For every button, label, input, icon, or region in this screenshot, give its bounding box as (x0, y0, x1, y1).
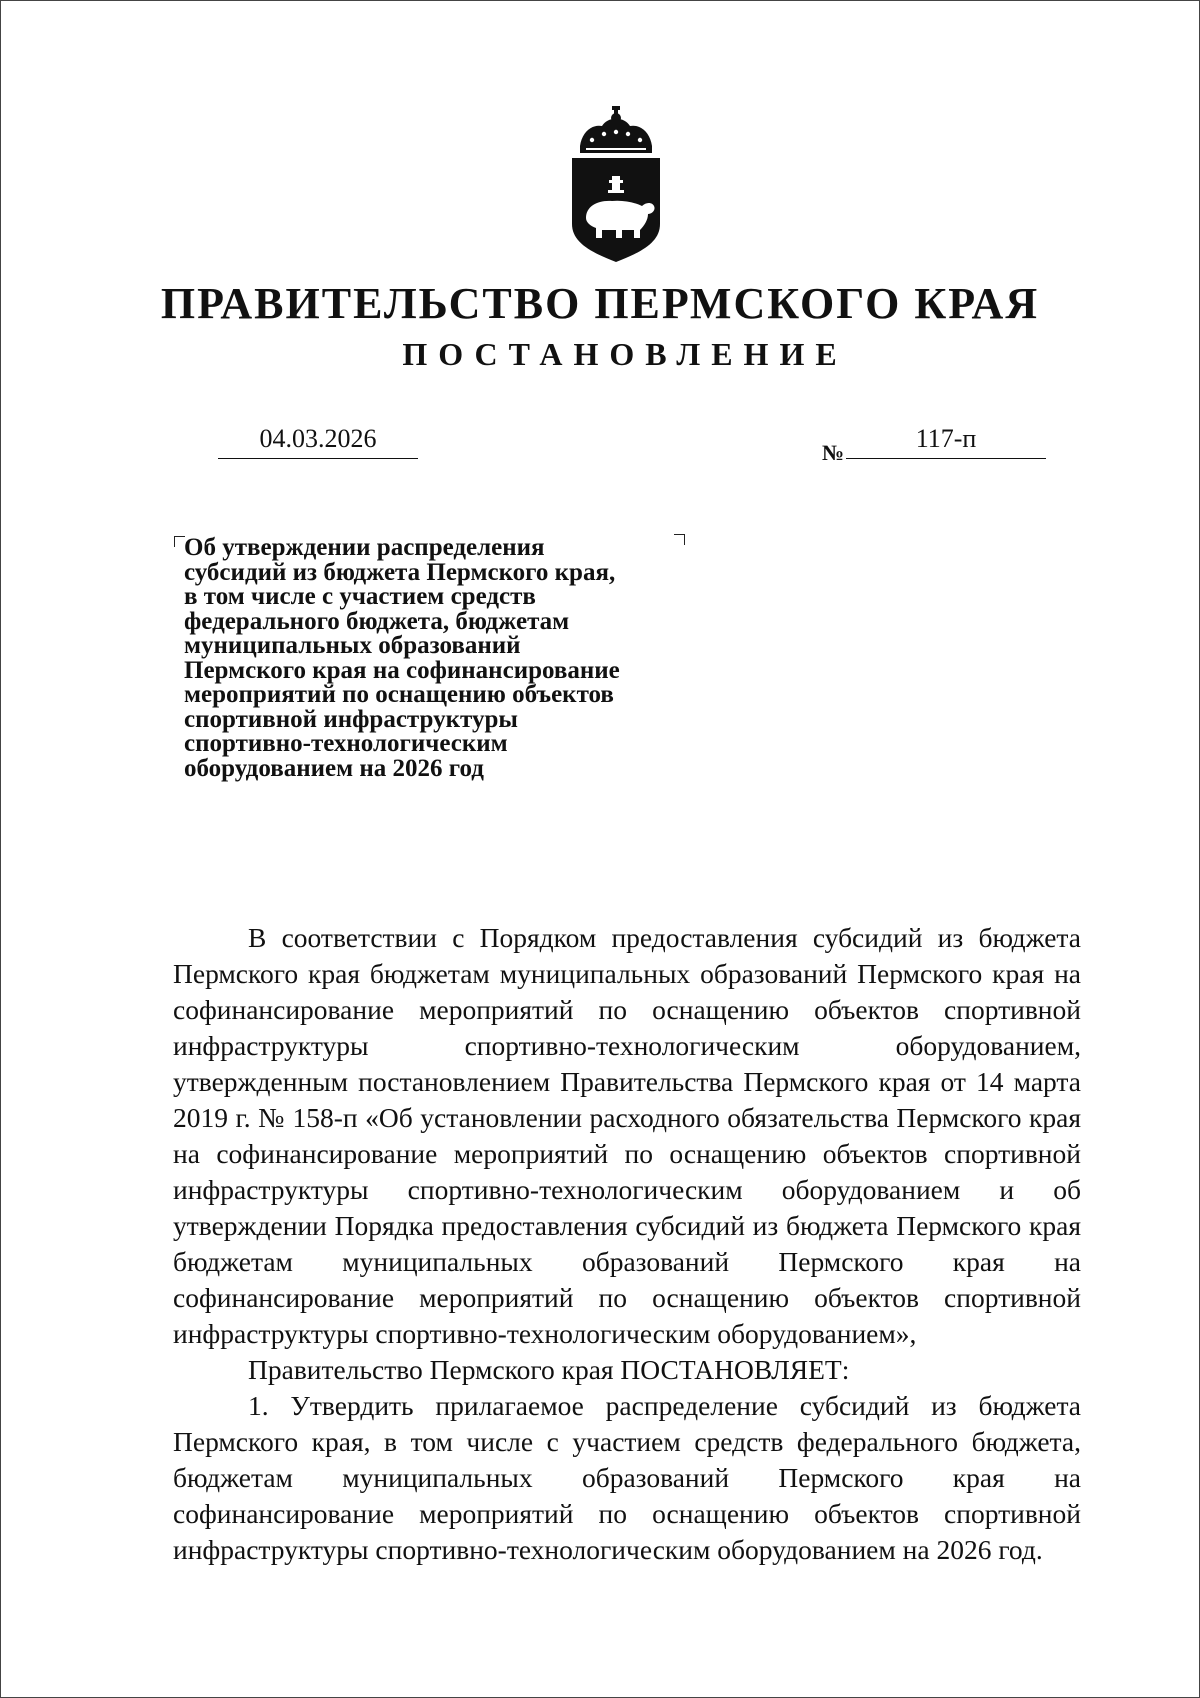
subject-line: спортивной инфраструктуры (184, 705, 518, 733)
body-preamble: В соответствии с Порядком предоставления субсидий из бюджета Пермского края бюджетам муниципальных образований Пермского края на софинансирование мероприятий по оснащению объектов спортивной инфраструктуры спортивно-технологическим оборудованием, утвержденным постановлением Правительства Пермского края от 14 марта 2019 г. № 158-п «Об установлении расходного обязательства Пермского края на софинансирование мероприятий по оснащению объектов спортивной инфраструктуры спортивно-технологическим оборудованием и об утверждении Порядка предоставления субсидий из бюджета Пермского края бюджетам муниципальных образований Пермского края на софинансирование мероприятий по оснащению объектов спортивной инфраструктуры спортивно-технологическим оборудованием», (173, 922, 1081, 1349)
subject-line: мероприятий по оснащению объектов (184, 681, 614, 708)
document-date: 04.03.2026 (259, 424, 377, 453)
subject-line: спортивно-технологическим (184, 730, 508, 757)
document-number: 117-п (915, 424, 977, 453)
document-type: ПОСТАНОВЛЕНИЕ (402, 336, 848, 372)
document-subject (184, 536, 704, 781)
document-number-label: № (822, 440, 845, 465)
subject-line: муниципальных образований (184, 632, 521, 659)
subject-line: в том числе с участием средств (184, 583, 536, 610)
subject-line: оборудованием на 2026 год (184, 754, 484, 782)
document-date-field (218, 424, 418, 459)
document-number-field (846, 424, 1046, 459)
subject-line: Об утверждении распределения (184, 534, 545, 561)
body-resolves: Правительство Пермского края ПОСТАНОВЛЯЕТ: (248, 1354, 850, 1385)
perm-krai-coat-of-arms-icon (568, 106, 664, 262)
government-name: ПРАВИТЕЛЬСТВО ПЕРМСКОГО КРАЯ (160, 279, 1040, 328)
document-body (173, 920, 1081, 1568)
body-item-1: 1. Утвердить прилагаемое распределение субсидий из бюджета Пермского края, в том числе с участием средств федерального бюджета, бюджетам муниципальных образований Пермского края на софинансирование мероприятий по оснащению объектов спортивной инфраструктуры спортивно-технологическим оборудованием на 2026 год. (173, 1390, 1081, 1565)
subject-line: федерального бюджета, бюджетам (184, 607, 570, 635)
subject-line: субсидий из бюджета Пермского края, (184, 558, 616, 586)
subject-line: Пермского края на софинансирование (184, 656, 620, 684)
